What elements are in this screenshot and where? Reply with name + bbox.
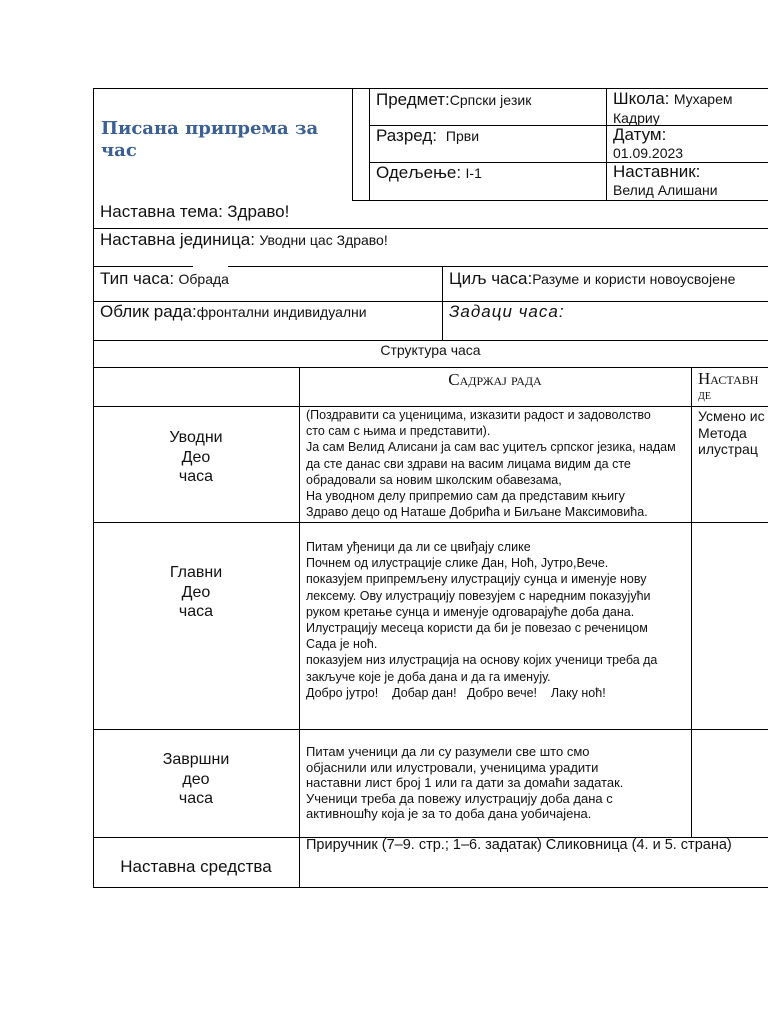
phase-line: Главни	[169, 564, 223, 581]
unit-value: Уводни цас Здраво!	[259, 232, 388, 248]
date-field	[613, 126, 768, 162]
content-line: Ученици треба да повежу илустрацију доба дана с	[306, 790, 613, 806]
phase-line: Завршни	[162, 751, 230, 768]
school-value: Мухарем Кадриу	[613, 91, 733, 126]
teacher-value: Велид Алишани	[613, 182, 718, 198]
class-value: I-1	[465, 165, 482, 181]
content-line: да сте данас сви здрави на васим лицама видим да сте	[306, 456, 631, 471]
theme-value: Здраво!	[227, 202, 290, 221]
methods-header-line: де	[698, 388, 711, 403]
teacher-label: Наставник:	[613, 162, 701, 181]
content-line: наставни лист број 1 или га дати за домаћи задатак.	[306, 775, 624, 790]
content-line: На уводном делу припремио сам да представим књигу	[306, 489, 625, 504]
type-field	[100, 269, 229, 289]
tasks-field	[449, 302, 565, 322]
grade-value: Први	[445, 128, 480, 144]
structure-title: Структура часа	[380, 342, 481, 358]
content-line: Илустрацију месеца користи да би је повезао с реченицом	[306, 621, 648, 636]
content-line: закључе које је доба дана и да га именују.	[306, 669, 551, 684]
phase-line: часа	[178, 468, 214, 485]
content-line: Питам уђеници да ли се цвиђају слике	[306, 540, 531, 554]
theme-field	[100, 202, 289, 222]
final-phase-label	[93, 750, 299, 809]
subject-field	[376, 90, 531, 110]
content-line: Ја сам Велид Алисани ја сам вас уцитељ српског језика, надам	[306, 440, 676, 455]
intro-phase-label	[93, 428, 299, 487]
subject-value: Српски jeзик	[449, 92, 532, 108]
method-line: Метода	[698, 424, 747, 441]
means-value: Приручник (7–9. стр.; 1–6. задатак) Сликовница (4. и 5. страна)	[306, 837, 732, 853]
methods-column-header	[698, 370, 758, 404]
content-line: сто сам с њима и представити).	[306, 424, 491, 439]
phase-line: часа	[178, 790, 214, 807]
date-label: Датум:	[613, 125, 667, 144]
school-field	[613, 90, 768, 128]
phase-line: Део	[181, 448, 211, 466]
content-line: Сада је ноћ.	[306, 637, 378, 652]
content-line: Добро јутро! Добар дан! Добро вече! Лаку ноћ!	[306, 685, 606, 700]
goal-field	[449, 269, 735, 289]
content-line: Питам ученици да ли су разумели све што смо	[306, 744, 590, 759]
content-line: руком кретање сунца и именује одговарајуће доба дана.	[306, 604, 635, 619]
content-line: лексему. Ову илустрацију повезујем с наредним показујући	[306, 588, 651, 603]
main-content	[306, 539, 691, 701]
class-field	[376, 163, 482, 183]
content-line: Почнем од илустрације слике Дан, Ноћ, Јутро,Вече.	[306, 556, 609, 571]
date-value: 01.09.2023	[613, 145, 684, 161]
phase-line: део	[182, 770, 210, 788]
goal-value: Разуме и користи новоусвојене	[532, 271, 736, 287]
method-line: илустрац	[698, 441, 758, 457]
school-label: Школа:	[613, 89, 670, 108]
phase-line: часа	[178, 603, 214, 620]
form-label: Облик рада:	[100, 302, 197, 321]
class-label: Одељење:	[376, 163, 462, 182]
document-title: Писана припрема за час	[101, 118, 319, 161]
means-label: Наставна средства	[120, 857, 272, 876]
methods-header-line: Наставн	[698, 369, 759, 388]
content-line: објаснили или илустровали, ученицима урадити	[306, 759, 599, 775]
main-phase-label	[93, 563, 299, 622]
content-line: Здраво децо од Наташе Добрића и Биљане Максимовића.	[306, 505, 648, 520]
form-field	[100, 302, 367, 322]
final-content	[306, 744, 691, 822]
content-line: активношћу која је за то доба дана уобичајена.	[306, 806, 592, 821]
teacher-field	[613, 163, 768, 199]
intro-methods	[698, 408, 768, 458]
method-line: Усмено ис	[698, 408, 765, 424]
tasks-label: Задаци часа:	[449, 302, 565, 321]
theme-label: Наставна тема:	[100, 202, 223, 221]
unit-label: Наставна јединица:	[100, 230, 255, 249]
content-line: показујем припремљену илустрацију сунца и именује нову	[306, 572, 647, 587]
type-label: Тип часа:	[100, 269, 175, 288]
content-line: обрадовали sa новим школским обавезама,	[306, 472, 562, 487]
form-value: фронтални индивидуални	[196, 304, 367, 320]
goal-label: Циљ часа:	[449, 269, 533, 288]
intro-content	[306, 407, 691, 520]
phase-line: Уводни	[169, 429, 223, 446]
content-column-header: Садржај рада	[448, 370, 542, 389]
unit-field	[100, 230, 388, 250]
type-value: Обрада	[178, 271, 229, 287]
grade-label: Разред:	[376, 126, 438, 145]
subject-label: Предмет:	[376, 90, 450, 109]
content-line: показујем низ илустрација на основу којих ученици треба да	[306, 653, 658, 668]
grade-field	[376, 126, 479, 146]
phase-line: Део	[181, 583, 211, 601]
content-line: (Поздравити са уценицима, изказити радост и задоволство	[306, 408, 651, 422]
